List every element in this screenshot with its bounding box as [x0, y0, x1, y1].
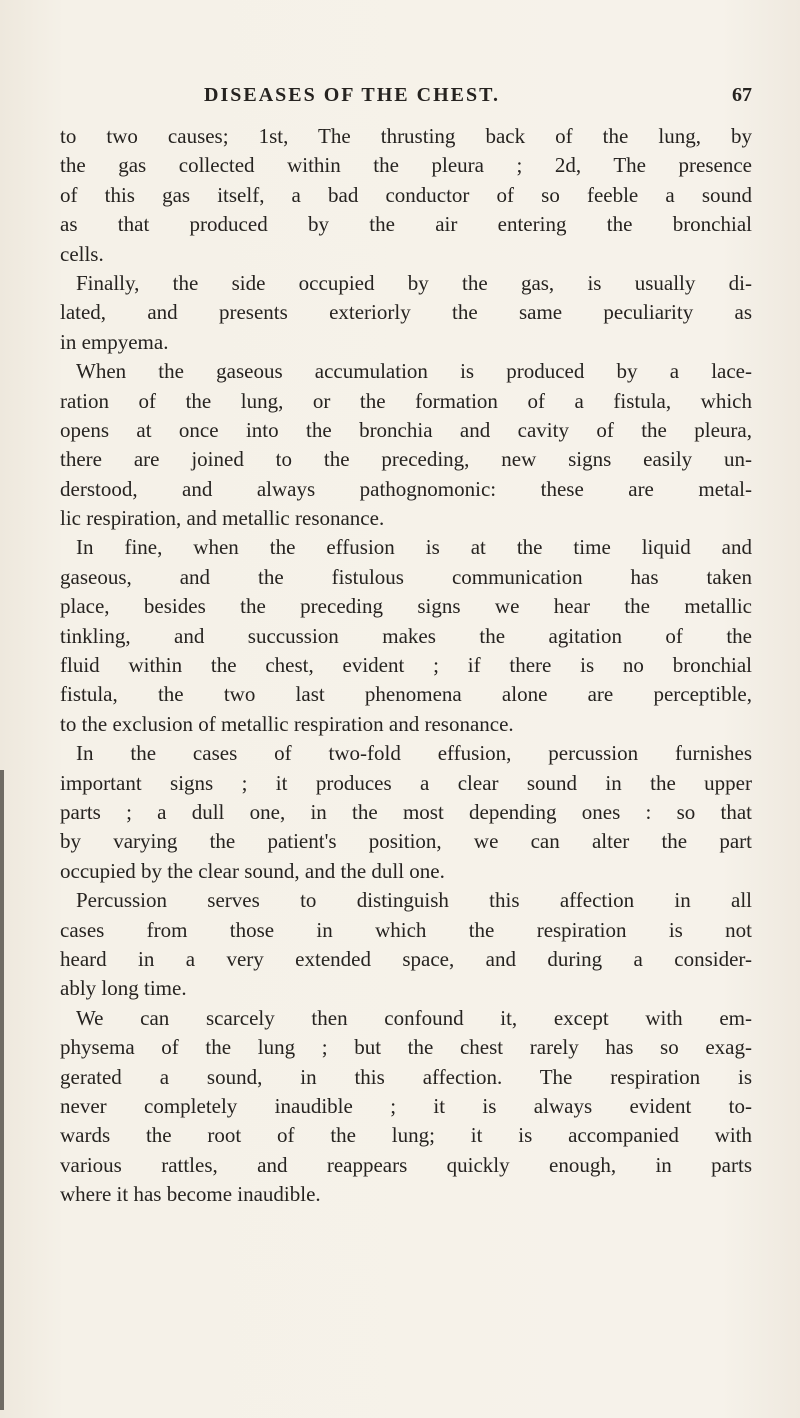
text-line: opens at once into the bronchia and cavity of the pleura, [60, 417, 752, 442]
text-line: place, besides the preceding signs we hear the metallic [60, 594, 752, 619]
text-line: never completely inaudible ; it is always evident to- [60, 1093, 752, 1118]
text-line: by varying the patient's position, we can alter the part [60, 829, 752, 854]
page-edge-shadow [0, 770, 4, 1410]
text-line: of this gas itself, a bad conductor of so feeble a sound [60, 182, 752, 207]
text-line: gerated a sound, in this affection. The respiration is [60, 1064, 752, 1089]
text-line: to two causes; 1st, The thrusting back of the lung, by [60, 124, 752, 148]
text-line: ration of the lung, or the formation of a fistula, which [60, 388, 752, 413]
text-line: physema of the lung ; but the chest rarely has so exag- [60, 1035, 752, 1060]
body-text [60, 122, 752, 1209]
text-line: parts ; a dull one, in the most depending ones : so that [60, 799, 752, 824]
text-line: occupied by the clear sound, and the dull one. [60, 858, 445, 883]
text-line: lic respiration, and metallic resonance. [60, 506, 385, 531]
text-line: gaseous, and the fistulous communication has taken [60, 564, 752, 589]
text-line: ably long time. [60, 976, 187, 1001]
text-line: in empyema. [60, 329, 169, 354]
text-line: where it has become inaudible. [60, 1182, 321, 1207]
text-line: fistula, the two last phenomena alone are perceptible, [60, 682, 752, 707]
text-line: fluid within the chest, evident ; if there is no bronchial [60, 653, 752, 678]
text-line: Percussion serves to distinguish this affection in all [76, 888, 752, 913]
page-header [66, 84, 756, 112]
text-line: cells. [60, 241, 104, 266]
running-head: DISEASES OF THE CHEST. [204, 84, 500, 106]
text-line: tinkling, and succussion makes the agitation of the [60, 623, 752, 648]
text-line: When the gaseous accumulation is produced by a lace- [76, 359, 752, 384]
text-line: In the cases of two-fold effusion, percussion furnishes [76, 741, 752, 766]
text-line: the gas collected within the pleura ; 2d, The presence [60, 153, 752, 178]
text-line: wards the root of the lung; it is accompanied with [60, 1123, 752, 1148]
text-line: to the exclusion of metallic respiration and resonance. [60, 711, 514, 736]
text-line: In fine, when the effusion is at the time liquid and [76, 535, 752, 560]
page-number: 67 [732, 84, 752, 106]
text-line: derstood, and always pathognomonic: these are metal- [60, 476, 752, 501]
text-line: cases from those in which the respiration is not [60, 917, 752, 942]
text-line: We can scarcely then confound it, except with em- [76, 1005, 752, 1030]
text-line: various rattles, and reappears quickly enough, in parts [60, 1152, 752, 1177]
text-line: lated, and presents exteriorly the same peculiarity as [60, 300, 752, 325]
text-line: important signs ; it produces a clear sound in the upper [60, 770, 752, 795]
text-line: Finally, the side occupied by the gas, is usually di- [76, 270, 752, 295]
text-line: heard in a very extended space, and during a consider- [60, 946, 752, 971]
text-line: as that produced by the air entering the bronchial [60, 212, 752, 237]
text-line: there are joined to the preceding, new signs easily un- [60, 447, 752, 472]
